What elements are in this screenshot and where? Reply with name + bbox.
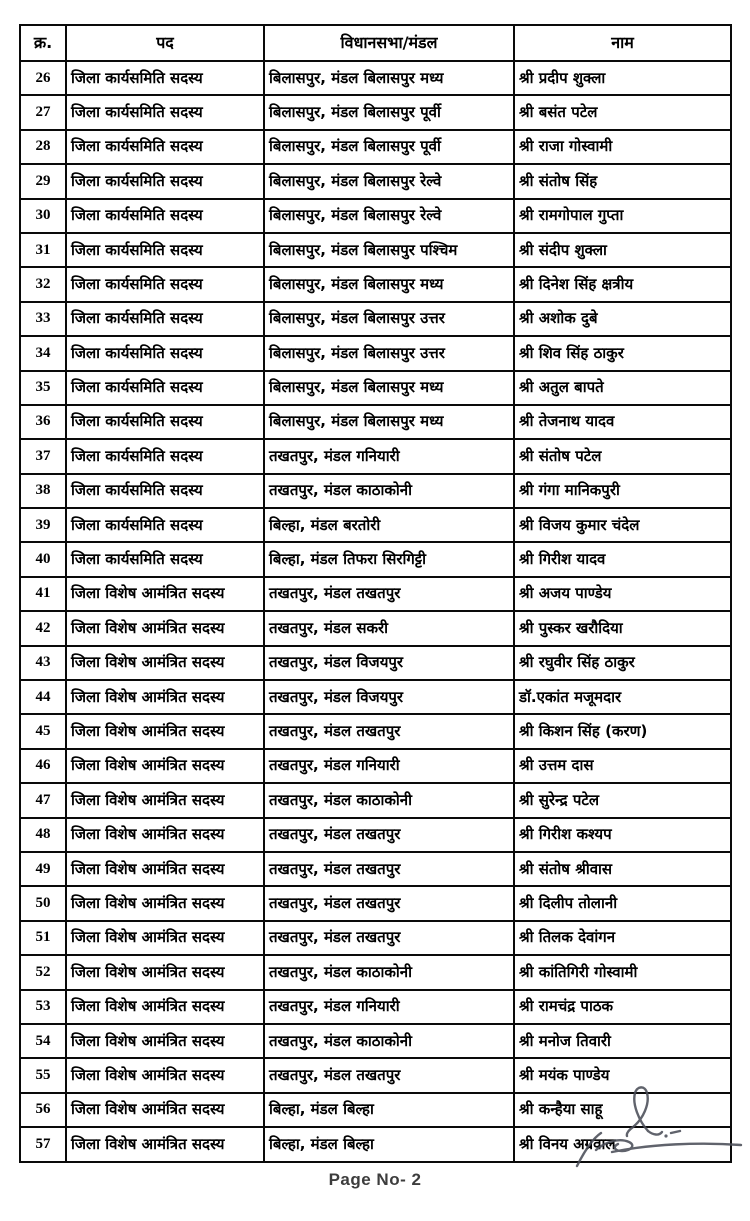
table-row bbox=[20, 371, 731, 405]
cell-assembly-mandal: तखतपुर, मंडल तखतपुर bbox=[264, 921, 514, 955]
table-row bbox=[20, 336, 731, 370]
cell-post: जिला विशेष आमंत्रित सदस्य bbox=[66, 749, 264, 783]
cell-post: जिला कार्यसमिति सदस्य bbox=[66, 233, 264, 267]
table-row bbox=[20, 542, 731, 576]
table-row bbox=[20, 680, 731, 714]
table-row bbox=[20, 818, 731, 852]
cell-serial: 47 bbox=[20, 783, 66, 817]
table-row bbox=[20, 749, 731, 783]
cell-serial: 30 bbox=[20, 199, 66, 233]
cell-serial: 46 bbox=[20, 749, 66, 783]
cell-serial: 45 bbox=[20, 714, 66, 748]
cell-post: जिला विशेष आमंत्रित सदस्य bbox=[66, 1058, 264, 1092]
cell-post: जिला विशेष आमंत्रित सदस्य bbox=[66, 783, 264, 817]
cell-assembly-mandal: तखतपुर, मंडल तखतपुर bbox=[264, 818, 514, 852]
cell-name: श्री दिनेश सिंह क्षत्रीय bbox=[514, 267, 731, 301]
cell-name: श्री अशोक दुबे bbox=[514, 302, 731, 336]
cell-serial: 56 bbox=[20, 1093, 66, 1127]
cell-name: श्री गंगा मानिकपुरी bbox=[514, 474, 731, 508]
cell-assembly-mandal: तखतपुर, मंडल काठाकोनी bbox=[264, 955, 514, 989]
cell-post: जिला कार्यसमिति सदस्य bbox=[66, 267, 264, 301]
cell-post: जिला विशेष आमंत्रित सदस्य bbox=[66, 1127, 264, 1161]
cell-name: श्री रघुवीर सिंह ठाकुर bbox=[514, 646, 731, 680]
cell-serial: 33 bbox=[20, 302, 66, 336]
cell-name: श्री गिरीश कश्यप bbox=[514, 818, 731, 852]
cell-post: जिला विशेष आमंत्रित सदस्य bbox=[66, 714, 264, 748]
cell-serial: 35 bbox=[20, 371, 66, 405]
cell-serial: 29 bbox=[20, 164, 66, 198]
cell-post: जिला विशेष आमंत्रित सदस्य bbox=[66, 886, 264, 920]
cell-name: श्री गिरीश यादव bbox=[514, 542, 731, 576]
table-row bbox=[20, 1058, 731, 1092]
column-header-post: पद bbox=[66, 25, 264, 61]
cell-post: जिला विशेष आमंत्रित सदस्य bbox=[66, 680, 264, 714]
cell-name: श्री अजय पाण्डेय bbox=[514, 577, 731, 611]
cell-post: जिला कार्यसमिति सदस्य bbox=[66, 508, 264, 542]
table-row bbox=[20, 990, 731, 1024]
cell-name: श्री प्रदीप शुक्ला bbox=[514, 61, 731, 95]
cell-post: जिला विशेष आमंत्रित सदस्य bbox=[66, 646, 264, 680]
cell-serial: 55 bbox=[20, 1058, 66, 1092]
cell-assembly-mandal: बिलासपुर, मंडल बिलासपुर रेल्वे bbox=[264, 164, 514, 198]
cell-serial: 57 bbox=[20, 1127, 66, 1161]
table-row bbox=[20, 783, 731, 817]
table-row bbox=[20, 714, 731, 748]
cell-assembly-mandal: तखतपुर, मंडल विजयपुर bbox=[264, 680, 514, 714]
table-row bbox=[20, 577, 731, 611]
cell-post: जिला विशेष आमंत्रित सदस्य bbox=[66, 955, 264, 989]
cell-post: जिला कार्यसमिति सदस्य bbox=[66, 164, 264, 198]
table-row bbox=[20, 886, 731, 920]
cell-post: जिला कार्यसमिति सदस्य bbox=[66, 302, 264, 336]
cell-assembly-mandal: बिलासपुर, मंडल बिलासपुर मध्य bbox=[264, 405, 514, 439]
cell-name: श्री विनय अग्रवाल bbox=[514, 1127, 731, 1161]
cell-assembly-mandal: तखतपुर, मंडल तखतपुर bbox=[264, 714, 514, 748]
members-table bbox=[19, 24, 732, 1163]
cell-name: श्री कन्हैया साहू bbox=[514, 1093, 731, 1127]
table-row bbox=[20, 95, 731, 129]
cell-name: श्री राजा गोस्वामी bbox=[514, 130, 731, 164]
cell-name: श्री संतोष सिंह bbox=[514, 164, 731, 198]
cell-assembly-mandal: तखतपुर, मंडल तखतपुर bbox=[264, 577, 514, 611]
cell-assembly-mandal: बिलासपुर, मंडल बिलासपुर उत्तर bbox=[264, 302, 514, 336]
cell-assembly-mandal: तखतपुर, मंडल गनियारी bbox=[264, 749, 514, 783]
cell-assembly-mandal: तखतपुर, मंडल गनियारी bbox=[264, 439, 514, 473]
table-header-row bbox=[20, 25, 731, 61]
cell-name: श्री तिलक देवांगन bbox=[514, 921, 731, 955]
cell-post: जिला कार्यसमिति सदस्य bbox=[66, 439, 264, 473]
cell-name: श्री रामचंद्र पाठक bbox=[514, 990, 731, 1024]
cell-serial: 36 bbox=[20, 405, 66, 439]
column-header-name: नाम bbox=[514, 25, 731, 61]
table-row bbox=[20, 1024, 731, 1058]
cell-serial: 31 bbox=[20, 233, 66, 267]
cell-assembly-mandal: बिलासपुर, मंडल बिलासपुर उत्तर bbox=[264, 336, 514, 370]
cell-serial: 43 bbox=[20, 646, 66, 680]
cell-name: श्री कांतिगिरी गोस्वामी bbox=[514, 955, 731, 989]
cell-serial: 39 bbox=[20, 508, 66, 542]
table-row bbox=[20, 1127, 731, 1161]
cell-post: जिला विशेष आमंत्रित सदस्य bbox=[66, 818, 264, 852]
cell-serial: 48 bbox=[20, 818, 66, 852]
cell-post: जिला कार्यसमिति सदस्य bbox=[66, 371, 264, 405]
cell-post: जिला कार्यसमिति सदस्य bbox=[66, 542, 264, 576]
cell-name: श्री मयंक पाण्डेय bbox=[514, 1058, 731, 1092]
cell-name: श्री शिव सिंह ठाकुर bbox=[514, 336, 731, 370]
cell-serial: 32 bbox=[20, 267, 66, 301]
cell-post: जिला विशेष आमंत्रित सदस्य bbox=[66, 577, 264, 611]
table-row bbox=[20, 1093, 731, 1127]
cell-name: श्री मनोज तिवारी bbox=[514, 1024, 731, 1058]
table-row bbox=[20, 199, 731, 233]
cell-assembly-mandal: तखतपुर, मंडल सकरी bbox=[264, 611, 514, 645]
cell-serial: 38 bbox=[20, 474, 66, 508]
cell-assembly-mandal: बिल्हा, मंडल बिल्हा bbox=[264, 1127, 514, 1161]
cell-assembly-mandal: बिलासपुर, मंडल बिलासपुर पूर्वी bbox=[264, 95, 514, 129]
table-row bbox=[20, 852, 731, 886]
cell-assembly-mandal: बिलासपुर, मंडल बिलासपुर पश्चिम bbox=[264, 233, 514, 267]
cell-name: श्री दिलीप तोलानी bbox=[514, 886, 731, 920]
cell-post: जिला कार्यसमिति सदस्य bbox=[66, 336, 264, 370]
page-number: Page No- 2 bbox=[328, 1170, 422, 1189]
cell-assembly-mandal: बिलासपुर, मंडल बिलासपुर मध्य bbox=[264, 267, 514, 301]
table-row bbox=[20, 611, 731, 645]
cell-post: जिला कार्यसमिति सदस्य bbox=[66, 95, 264, 129]
table-row bbox=[20, 921, 731, 955]
cell-name: श्री संतोष पटेल bbox=[514, 439, 731, 473]
cell-post: जिला विशेष आमंत्रित सदस्य bbox=[66, 990, 264, 1024]
cell-assembly-mandal: तखतपुर, मंडल काठाकोनी bbox=[264, 1024, 514, 1058]
cell-serial: 42 bbox=[20, 611, 66, 645]
cell-serial: 41 bbox=[20, 577, 66, 611]
column-header-assembly-mandal: विधानसभा/मंडल bbox=[264, 25, 514, 61]
cell-name: श्री किशन सिंह (करण) bbox=[514, 714, 731, 748]
table-row bbox=[20, 646, 731, 680]
cell-serial: 49 bbox=[20, 852, 66, 886]
cell-serial: 51 bbox=[20, 921, 66, 955]
table-row bbox=[20, 233, 731, 267]
cell-assembly-mandal: बिल्हा, मंडल तिफरा सिरगिट्टी bbox=[264, 542, 514, 576]
cell-name: डॉ.एकांत मजूमदार bbox=[514, 680, 731, 714]
cell-assembly-mandal: बिलासपुर, मंडल बिलासपुर मध्य bbox=[264, 61, 514, 95]
cell-serial: 27 bbox=[20, 95, 66, 129]
table-row bbox=[20, 439, 731, 473]
cell-assembly-mandal: बिल्हा, मंडल बिल्हा bbox=[264, 1093, 514, 1127]
table-row bbox=[20, 405, 731, 439]
cell-post: जिला कार्यसमिति सदस्य bbox=[66, 130, 264, 164]
cell-name: श्री बसंत पटेल bbox=[514, 95, 731, 129]
cell-post: जिला कार्यसमिति सदस्य bbox=[66, 61, 264, 95]
cell-post: जिला विशेष आमंत्रित सदस्य bbox=[66, 921, 264, 955]
cell-assembly-mandal: तखतपुर, मंडल तखतपुर bbox=[264, 1058, 514, 1092]
table-row bbox=[20, 164, 731, 198]
cell-name: श्री रामगोपाल गुप्ता bbox=[514, 199, 731, 233]
table-row bbox=[20, 955, 731, 989]
cell-assembly-mandal: तखतपुर, मंडल तखतपुर bbox=[264, 886, 514, 920]
table-row bbox=[20, 474, 731, 508]
cell-post: जिला कार्यसमिति सदस्य bbox=[66, 474, 264, 508]
cell-serial: 28 bbox=[20, 130, 66, 164]
cell-name: श्री विजय कुमार चंदेल bbox=[514, 508, 731, 542]
cell-serial: 26 bbox=[20, 61, 66, 95]
cell-name: श्री अतुल बापते bbox=[514, 371, 731, 405]
cell-assembly-mandal: बिलासपुर, मंडल बिलासपुर पूर्वी bbox=[264, 130, 514, 164]
cell-assembly-mandal: बिलासपुर, मंडल बिलासपुर मध्य bbox=[264, 371, 514, 405]
cell-post: जिला विशेष आमंत्रित सदस्य bbox=[66, 1093, 264, 1127]
cell-serial: 50 bbox=[20, 886, 66, 920]
cell-serial: 52 bbox=[20, 955, 66, 989]
column-header-serial: क्र. bbox=[20, 25, 66, 61]
cell-post: जिला विशेष आमंत्रित सदस्य bbox=[66, 611, 264, 645]
cell-serial: 37 bbox=[20, 439, 66, 473]
cell-assembly-mandal: बिल्हा, मंडल बरतोरी bbox=[264, 508, 514, 542]
cell-name: श्री संतोष श्रीवास bbox=[514, 852, 731, 886]
cell-assembly-mandal: तखतपुर, मंडल तखतपुर bbox=[264, 852, 514, 886]
cell-post: जिला कार्यसमिति सदस्य bbox=[66, 405, 264, 439]
cell-serial: 34 bbox=[20, 336, 66, 370]
table-row bbox=[20, 130, 731, 164]
cell-post: जिला विशेष आमंत्रित सदस्य bbox=[66, 1024, 264, 1058]
cell-post: जिला विशेष आमंत्रित सदस्य bbox=[66, 852, 264, 886]
cell-name: श्री तेजनाथ यादव bbox=[514, 405, 731, 439]
cell-serial: 53 bbox=[20, 990, 66, 1024]
table-row bbox=[20, 267, 731, 301]
cell-serial: 54 bbox=[20, 1024, 66, 1058]
cell-assembly-mandal: तखतपुर, मंडल गनियारी bbox=[264, 990, 514, 1024]
table-row bbox=[20, 61, 731, 95]
table-row bbox=[20, 302, 731, 336]
cell-assembly-mandal: तखतपुर, मंडल काठाकोनी bbox=[264, 474, 514, 508]
cell-assembly-mandal: तखतपुर, मंडल काठाकोनी bbox=[264, 783, 514, 817]
table-row bbox=[20, 508, 731, 542]
cell-name: श्री उत्तम दास bbox=[514, 749, 731, 783]
cell-name: श्री सुरेन्द्र पटेल bbox=[514, 783, 731, 817]
cell-post: जिला कार्यसमिति सदस्य bbox=[66, 199, 264, 233]
cell-name: श्री संदीप शुक्ला bbox=[514, 233, 731, 267]
cell-name: श्री पुस्कर खरौदिया bbox=[514, 611, 731, 645]
cell-assembly-mandal: बिलासपुर, मंडल बिलासपुर रेल्वे bbox=[264, 199, 514, 233]
cell-assembly-mandal: तखतपुर, मंडल विजयपुर bbox=[264, 646, 514, 680]
cell-serial: 44 bbox=[20, 680, 66, 714]
cell-serial: 40 bbox=[20, 542, 66, 576]
